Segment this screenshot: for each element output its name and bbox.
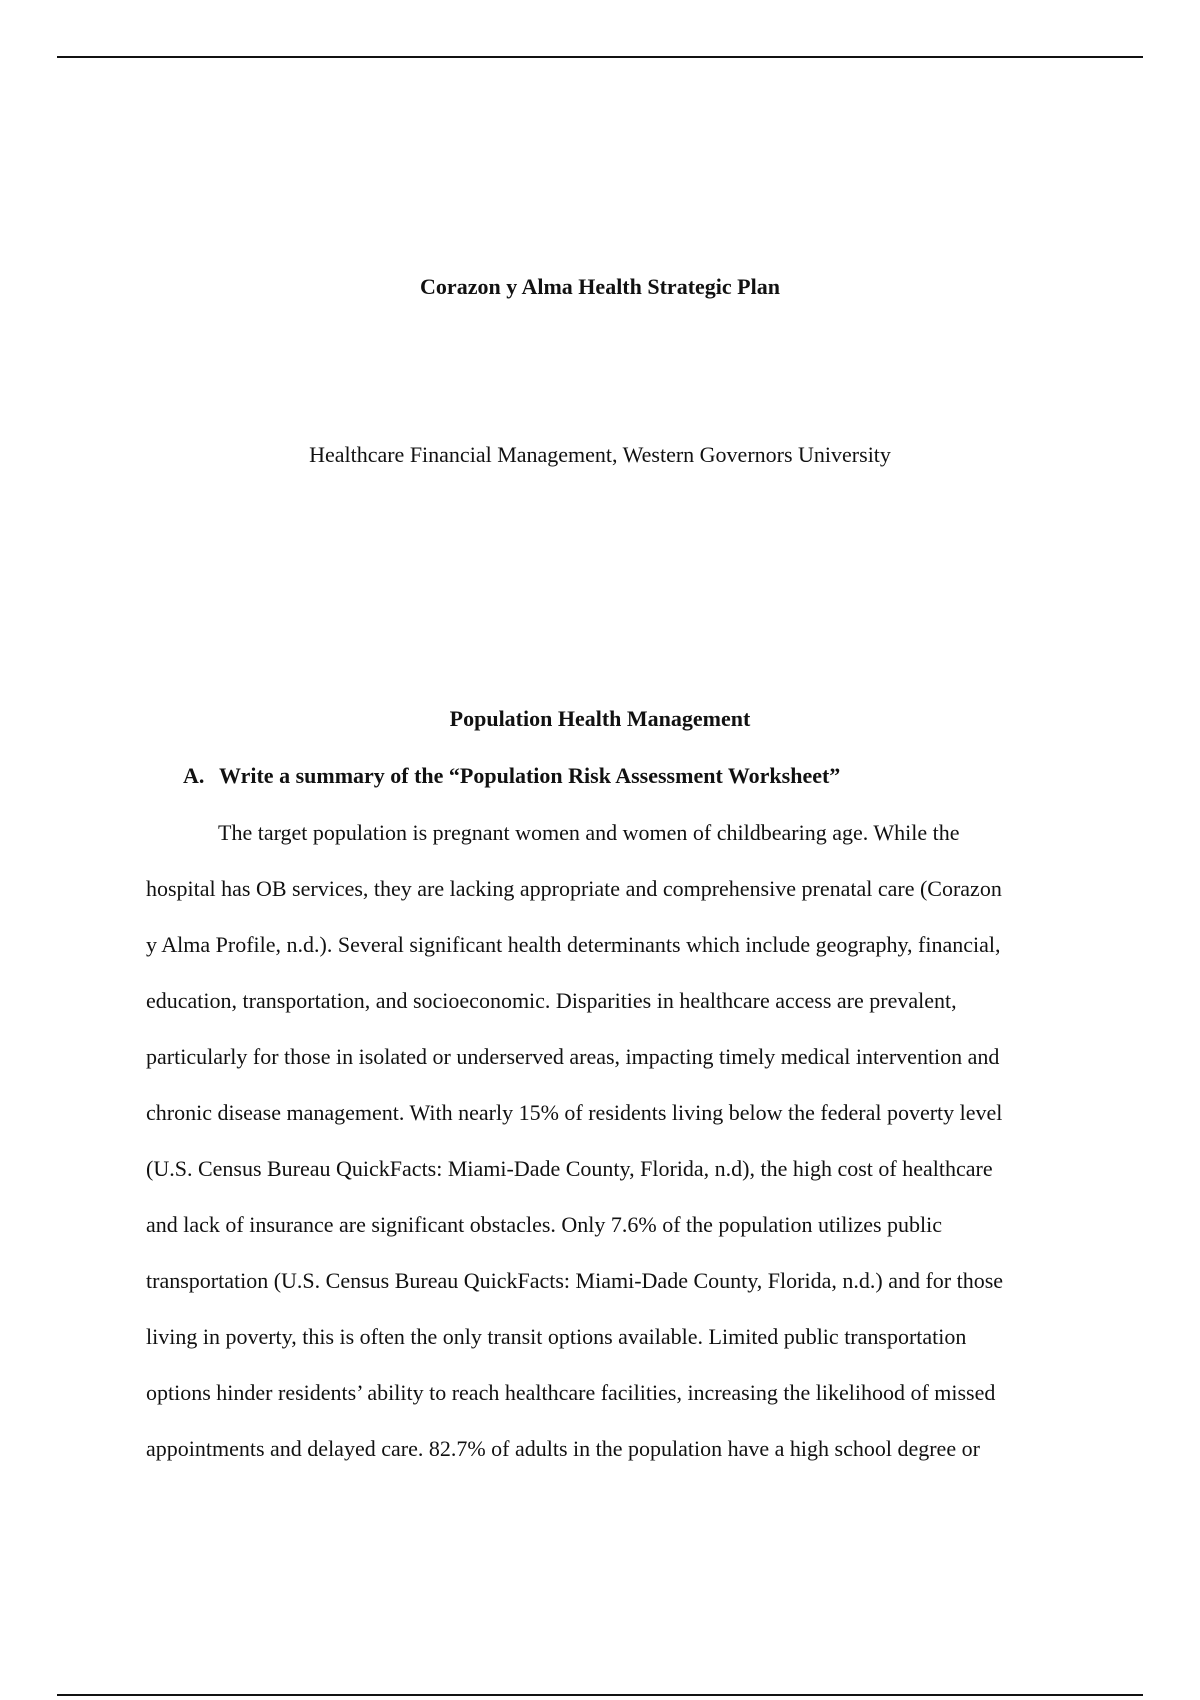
paragraph-line: The target population is pregnant women and women of childbearing age. While the [218,820,960,845]
header-rule [57,56,1143,58]
paragraph-line: appointments and delayed care. 82.7% of adults in the population have a high school degree or [146,1436,980,1461]
document-title: Corazon y Alma Health Strategic Plan [420,274,780,299]
paragraph-line: options hinder residents’ ability to reach healthcare facilities, increasing the likelihood of missed [146,1380,996,1405]
document-subtitle: Healthcare Financial Management, Western Governors University [309,442,891,467]
paragraph-line: y Alma Profile, n.d.). Several significant health determinants which include geography, financial, [146,932,1001,957]
paragraph-line: education, transportation, and socioeconomic. Disparities in healthcare access are prevalent, [146,988,957,1013]
body-paragraph [146,818,1096,1490]
paragraph-line: transportation (U.S. Census Bureau QuickFacts: Miami-Dade County, Florida, n.d.) and for those [146,1268,1004,1293]
paragraph-line: hospital has OB services, they are lacking appropriate and comprehensive prenatal care (Corazon [146,876,1002,901]
section-heading: Population Health Management [449,706,751,731]
paragraph-line: particularly for those in isolated or underserved areas, impacting timely medical intervention and [146,1044,1000,1069]
subheading-text: Write a summary of the “Population Risk Assessment Worksheet” [219,763,841,788]
paragraph-line: living in poverty, this is often the only transit options available. Limited public transportation [146,1324,967,1349]
paragraph-line: chronic disease management. With nearly 15% of residents living below the federal poverty level [146,1100,1003,1125]
footer-rule [57,1694,1143,1696]
subheading [183,761,840,791]
paragraph-line: (U.S. Census Bureau QuickFacts: Miami-Dade County, Florida, n.d), the high cost of healthcare [146,1156,993,1181]
subheading-marker: A. [183,763,205,788]
paragraph-line: and lack of insurance are significant obstacles. Only 7.6% of the population utilizes public [146,1212,943,1237]
